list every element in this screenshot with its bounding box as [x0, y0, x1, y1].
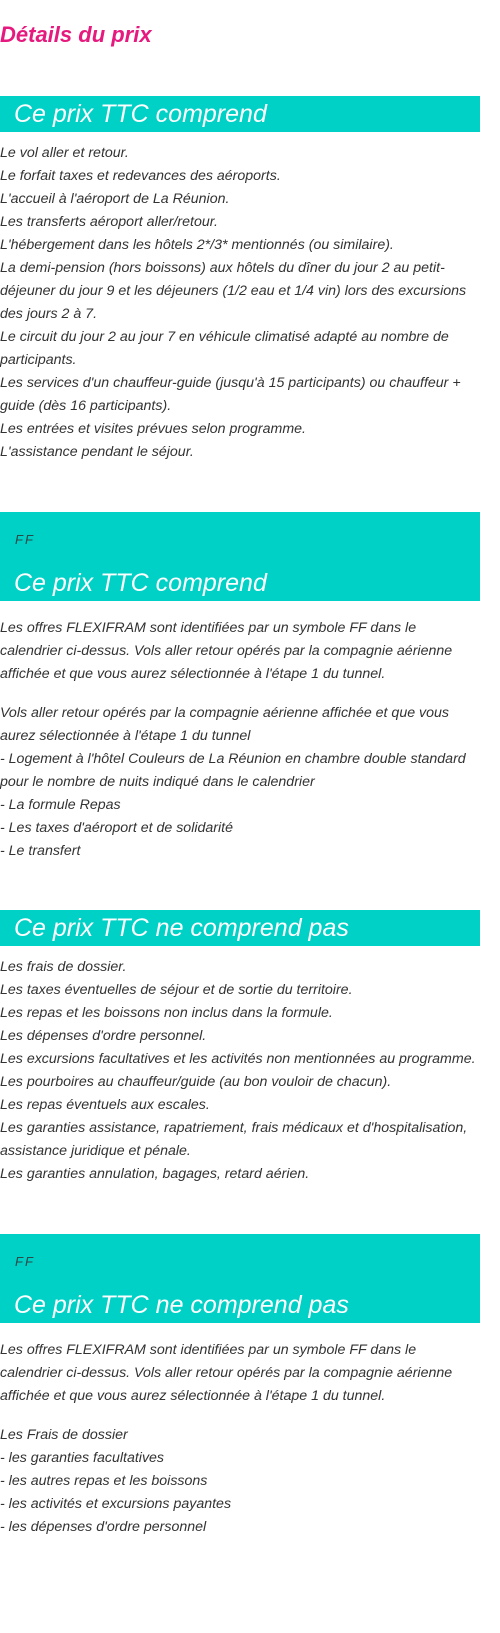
list-item: Les dépenses d'ordre personnel.	[0, 1028, 207, 1044]
flexifram-not-included-list	[0, 1424, 480, 1539]
list-item: - Le transfert	[0, 843, 81, 859]
page-title: Détails du prix	[0, 22, 152, 47]
list-item: Les garanties assistance, rapatriement, frais médicaux et d'hospitalisation, assistance juridique et pénale.	[0, 1120, 468, 1159]
list-item: - La formule Repas	[0, 797, 121, 813]
list-item: Les frais de dossier.	[0, 959, 127, 975]
flexifram-included-list	[0, 702, 480, 863]
list-item: - les dépenses d'ordre personnel	[0, 1519, 207, 1535]
list-item: La demi-pension (hors boissons) aux hôtels du dîner du jour 2 au petit-déjeuner du jour 9 et les déjeuners (1/2 eau et 1/4 vin) lors des excursions des jours 2 à 7.	[0, 260, 467, 322]
section-flexifram-not-included-title: Ce prix TTC ne comprend pas	[14, 1291, 349, 1319]
list-item: L'hébergement dans les hôtels 2*/3* mentionnés (ou similaire).	[0, 237, 394, 253]
section-included-header	[0, 96, 480, 132]
section-flexifram-included-title: Ce prix TTC comprend	[14, 569, 267, 597]
list-item: Le circuit du jour 2 au jour 7 en véhicule climatisé adapté au nombre de participants.	[0, 329, 449, 368]
section-not-included-header	[0, 910, 480, 946]
flexifram-included-intro: Les offres FLEXIFRAM sont identifiées par un symbole FF dans le calendrier ci-dessus. Vols aller retour opérés par la compagnie aérienne affichée et que vous aurez sélectionnée à l'étape 1 du tunnel.	[0, 620, 453, 682]
list-item: Vols aller retour opérés par la compagnie aérienne affichée et que vous aurez sélectionnée à l'étape 1 du tunnel	[0, 705, 450, 744]
list-item: Les Frais de dossier	[0, 1427, 128, 1443]
list-item: Les repas éventuels aux escales.	[0, 1097, 210, 1113]
list-item: Les garanties annulation, bagages, retard aérien.	[0, 1166, 310, 1182]
list-item: L'assistance pendant le séjour.	[0, 444, 194, 460]
included-list	[0, 142, 480, 464]
section-flexifram-not-included-header	[0, 1234, 480, 1323]
list-item: - les autres repas et les boissons	[0, 1473, 208, 1489]
section-included-title: Ce prix TTC comprend	[14, 100, 267, 128]
list-item: Les services d'un chauffeur-guide (jusqu'à 15 participants) ou chauffeur + guide (dès 16 participants).	[0, 375, 461, 414]
not-included-list	[0, 956, 480, 1186]
list-item: L'accueil à l'aéroport de La Réunion.	[0, 191, 230, 207]
list-item: Les taxes éventuelles de séjour et de sortie du territoire.	[0, 982, 353, 998]
list-item: Les excursions facultatives et les activités non mentionnées au programme.	[0, 1051, 476, 1067]
section-not-included-title: Ce prix TTC ne comprend pas	[14, 914, 349, 942]
list-item: Le forfait taxes et redevances des aéroports.	[0, 168, 281, 184]
ff-badge: FF	[15, 532, 35, 547]
section-flexifram-included-header	[0, 512, 480, 601]
list-item: Les repas et les boissons non inclus dans la formule.	[0, 1005, 333, 1021]
list-item: - Logement à l'hôtel Couleurs de La Réunion en chambre double standard pour le nombre de nuits indiqué dans le calendrier	[0, 751, 466, 790]
list-item: - les activités et excursions payantes	[0, 1496, 232, 1512]
ff-badge: FF	[15, 1254, 35, 1269]
list-item: Les transferts aéroport aller/retour.	[0, 214, 218, 230]
list-item: - Les taxes d'aéroport et de solidarité	[0, 820, 233, 836]
list-item: Les entrées et visites prévues selon programme.	[0, 421, 306, 437]
flexifram-not-included-intro: Les offres FLEXIFRAM sont identifiées par un symbole FF dans le calendrier ci-dessus. Vols aller retour opérés par la compagnie aérienne affichée et que vous aurez sélectionnée à l'étape 1 du tunnel.	[0, 1342, 453, 1404]
list-item: Le vol aller et retour.	[0, 145, 129, 161]
list-item: - les garanties facultatives	[0, 1450, 165, 1466]
list-item: Les pourboires au chauffeur/guide (au bon vouloir de chacun).	[0, 1074, 392, 1090]
